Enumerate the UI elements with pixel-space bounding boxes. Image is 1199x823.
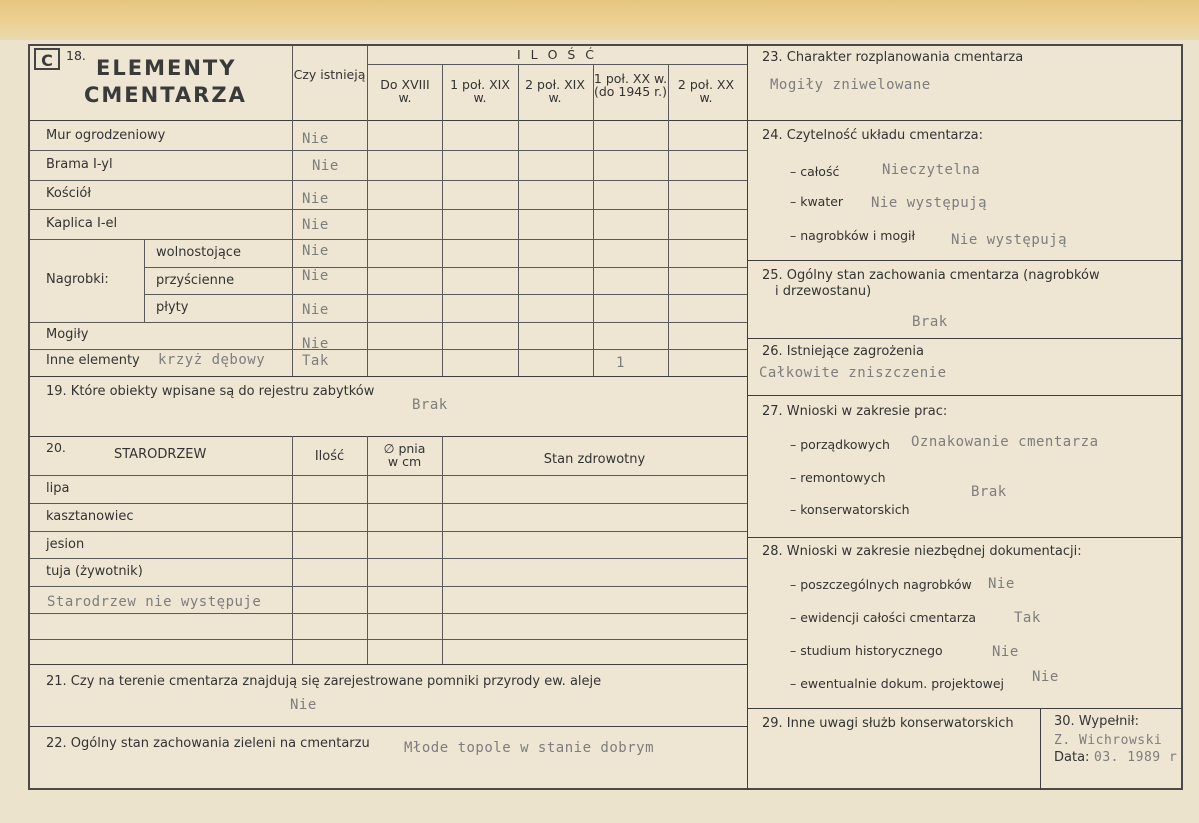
grid-line [30,180,747,181]
row-label-tombstones: Nagrobki: [46,272,109,287]
q25-value: Brak [912,314,948,330]
grid-line [367,46,368,376]
row-label: Mur ogrodzeniowy [46,128,166,143]
tree-species: lipa [46,481,70,496]
q27-item-label: – konserwatorskich [790,502,910,517]
period-header: 2 poł. XIX w. [525,77,585,105]
q24-item-label: – nagrobków i mogił [790,228,916,243]
grid-line [30,475,747,476]
exists-value: Nie [302,191,329,207]
row-label: przyścienne [156,273,235,288]
q25-label-line2: i drzewostanu) [775,284,872,299]
q28-item-value: Nie [1032,669,1059,685]
q22-label: 22. Ogólny stan zachowania zieleni na cmentarzu [46,736,370,751]
q21-label: 21. Czy na terenie cmentarza znajdują się zarejestrowane pomniki przyrody ew. aleje [46,674,602,689]
section-number: 18. [66,48,86,63]
exists-value: Nie [302,243,329,259]
q24-label: 24. Czytelność układu cmentarza: [762,128,984,143]
section-title-line1: ELEMENTY [96,56,237,80]
grid-line [30,209,747,210]
q28-item-label: – ewentualnie dokum. projektowej [790,676,1005,691]
exists-value: Nie [302,302,329,318]
tree-species: jesion [46,537,85,552]
q25-label-line1: 25. Ogólny stan zachowania cmentarza (nagrobków [762,268,1100,283]
grid-line [367,64,747,65]
typed-value: krzyż dębowy [158,352,266,368]
grid-line [1040,708,1041,790]
grid-line [668,64,669,376]
q28-item-label: – studium historycznego [790,643,943,658]
grid-line [30,239,747,240]
grid-line [30,664,747,665]
row-label: Kościół [46,186,92,201]
grid-line [30,531,747,532]
tree-species: kasztanowiec [46,509,134,524]
q28-item-value: Nie [988,576,1015,592]
diameter-icon: ∅ [383,441,395,456]
q19-value: Brak [412,397,448,413]
grid-line [747,338,1183,339]
date-label: Data: [1054,750,1090,765]
row-label: wolnostojące [156,245,241,260]
inventory-card [28,44,1183,790]
q24-item-label: – kwater [790,194,844,209]
grid-line [442,64,443,376]
grid-line [292,46,293,376]
q27-value: Brak [971,484,1007,500]
grid-line [518,64,519,376]
grid-line [30,376,747,377]
trees-note: Starodrzew nie występuje [47,594,262,610]
grid-line [747,120,1183,121]
exists-value: Nie [302,336,329,352]
section-letter: C [34,48,60,70]
q28-item-label: – ewidencji całości cmentarza [790,610,977,625]
grid-line [593,64,594,376]
tree-species: tuja (żywotnik) [46,564,143,579]
q28-item-label: – poszczególnych nagrobków [790,577,972,592]
period-header: 2 poł. XX w. [677,77,735,105]
quantity-header: I L O Ś Ć [516,47,598,62]
adhesive-tape [0,0,1199,40]
grid-line [30,150,747,151]
q27-label: 27. Wnioski w zakresie prac: [762,404,948,419]
exists-value: Nie [302,268,329,284]
grid-line [747,537,1183,538]
row-label: płyty [156,300,189,315]
grid-line [747,395,1183,396]
q26-value: Całkowite zniszczenie [759,365,947,381]
grid-line [747,708,1183,709]
q24-item-value: Nie występują [951,232,1068,248]
grid-line [30,613,747,614]
grid-line [144,267,747,268]
period-header: 1 poł. XX w. (do 1945 r.) [593,71,668,99]
q27-item-label: – remontowych [790,470,886,485]
grid-line [30,639,747,640]
row-label: Inne elementy [46,353,140,368]
q26-label: 26. Istniejące zagrożenia [762,344,924,359]
q19-label: 19. Które obiekty wpisane są do rejestru zabytków [46,384,375,399]
q24-item-value: Nieczytelna [882,162,981,178]
exists-value: Nie [312,158,339,174]
column-divider [747,46,748,790]
q30-label: 30. Wypełnił: [1054,714,1139,729]
grid-line [30,322,747,323]
q23-label: 23. Charakter rozplanowania cmentarza [762,50,1024,65]
trees-col-diameter: ∅ pnia w cm [383,441,426,469]
quantity-value: 1 [616,355,625,371]
grid-line [30,726,747,727]
col-exists-header: Czy istnieją [293,67,366,82]
exists-value: Nie [302,217,329,233]
trees-col-health: Stan zdrowotny [543,452,646,467]
filler-name: Z. Wichrowski [1054,733,1163,748]
q28-item-value: Tak [1014,610,1041,626]
q24-item-value: Nie występują [871,195,988,211]
grid-line [30,586,747,587]
q22-value: Młode topole w stanie dobrym [404,740,655,756]
grid-line [367,436,368,664]
trees-col-qty: Ilość [314,449,345,464]
q29-label: 29. Inne uwagi służb konserwatorskich [762,716,1014,731]
grid-line [442,436,443,664]
q24-item-label: – całość [790,164,840,179]
grid-line [747,260,1183,261]
exists-value: Tak [302,353,329,369]
row-label: Kaplica I-el [46,216,118,231]
header-bottom-line [30,120,747,121]
grid-line [30,503,747,504]
period-header: 1 poł. XIX w. [450,77,510,105]
period-header: Do XVIII w. [380,77,430,105]
section-title-line2: CMENTARZA [84,83,247,107]
q27-item-value: Oznakowanie cmentarza [911,434,1099,450]
q28-label: 28. Wnioski w zakresie niezbędnej dokumentacji: [762,544,1082,559]
q21-value: Nie [290,697,317,713]
row-label: Mogiły [46,327,89,342]
date-value: 03. 1989 r [1094,750,1178,765]
trees-title: STARODRZEW [114,447,207,462]
exists-value: Nie [302,131,329,147]
trees-number: 20. [46,440,66,455]
grid-line [30,349,747,350]
grid-line [144,239,145,322]
grid-line [144,294,747,295]
row-label: Brama I-yl [46,157,113,172]
grid-line [30,436,747,437]
grid-line [292,436,293,664]
q23-value: Mogiły zniwelowane [770,77,931,93]
q27-item-label: – porządkowych [790,437,890,452]
q28-item-value: Nie [992,644,1019,660]
grid-line [30,558,747,559]
